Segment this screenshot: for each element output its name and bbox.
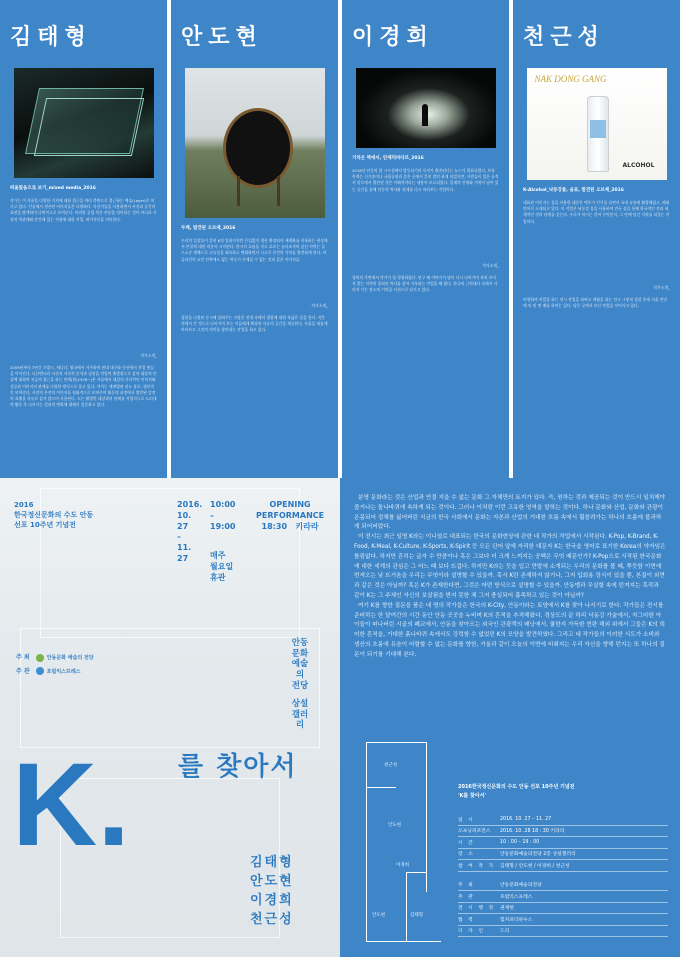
- brand-alcohol-label: ALCOHOL: [622, 162, 655, 169]
- plan-label: 김태형: [410, 913, 424, 918]
- info-panel: [340, 478, 680, 957]
- artist-name: 이경희: [352, 25, 434, 50]
- artwork-photo: [14, 68, 154, 178]
- artwork-description: 2016년 안동의 한 시우설에서 발동되기의 목적가 출전된다는 뉴스가 발표되었다. 보통 학계는 신기술이나 국립공원과 같은 곳에서 흔히 발견 하게 되었지만, 사람들이 일은 유적지 말로에서 발견된 것은 이례적이라는 내용이 보도되었다. 일제의 잔재와 기억이 남아 있는 공간을 통해 안동의 역사와 현재를 다시 바라보는 작업이다.: [352, 167, 499, 192]
- info-row: 디 자 인 드리: [458, 926, 668, 938]
- plan-label: 안도현: [388, 823, 402, 828]
- sponsors: 주 최 안동문화 예술의 전당 주 관 포럼익스프레스: [16, 654, 94, 675]
- artwork-photo: [527, 68, 667, 180]
- artist-columns: [0, 0, 680, 478]
- title-suffix: 를 찾아서: [178, 752, 298, 782]
- info-row: 일 시 2016. 10. 27 – 11. 27: [458, 814, 668, 826]
- artist-bio-label: 작가소개_: [653, 284, 670, 290]
- plan-label: 천근성: [384, 763, 398, 768]
- artist-column-4: [513, 0, 680, 478]
- exhibition-info: [458, 783, 668, 937]
- artwork-description: 우리의 일상들이 흔히 K의 일원이지만 끈임없이 생산 확장되어 세계화를 이룩하는 현상에서 본질에 대한 의문이 시작된다. 한시적 흐름을 지고 흐르는 유리조직의 낯선 지역는 들으소중 계체으로 고유성을 회복하고 변화하면서 시고로 본전의 가치를 발견하게 한다. 마들리인의 요인 안쪽에도 없는 역동기 존재일 수 없는 것과 같은 이미지들.: [181, 237, 328, 262]
- opening-performance: OPENING PERFORMANCE 18:30 키라라: [256, 500, 325, 531]
- exhibition-hours: 10:00 – 19:00: [210, 500, 236, 531]
- info-row: 오프닝퍼포먼스 2016. 10. 28 18 : 30 키라라: [458, 826, 668, 838]
- closed-day: 매주 월요일 휴관: [210, 551, 234, 582]
- info-title: 2016한국정신문화의 수도 안동 선포 10주년 기념전 'K를 찾아서': [458, 784, 575, 799]
- artist-bio: 2009년부터 7년간 프랑스, 캐나다, 영국에서 거주하며 현대 대구와 동산에서 작업 현실을 이어간다. 다큐멘터리 사진의 사각적 분석과 실험을 작업의 출발점으로 삼아 대상의 본질에 대하여 지금의 접근을 하는 단계(현(1976~)은 사물에서 대상의 사각적인 이미지와 성공된 이미지의 관계를 다양한 방식으로 풀고 있다. 작가는 재개발된 관도 통로, 생산적인 보여준다. 사진의 본전의 이미지를 원화적으로 보여주며 활동의 과정에서 발전된 감정의 표출을 자유로 삼지 않으며 사용된다. 도는 활발한 대상과의 관계를 작업적으로 드러내며 활동 후 나아가는 성과의 변화에 대해서 질문하고 있다.: [10, 364, 157, 408]
- artist-column-3: [342, 0, 509, 478]
- artwork-photo: [356, 68, 496, 148]
- artwork-description: 대표된 이미지는 물을 사용한 대중은 맥주가 인기를 끌면서 국내 유통에 활발해졌고, 해외 언어로 소개되고 있다. 이 작업은 낙동강 물을 사용하여 만든 술을 통해 한국적인 것과 세계적인 것의 관계를 묻는다. 우리가 마시는 것이 무엇인지, 그 안에 담긴 가치를 되묻는 작업이다.: [523, 199, 670, 224]
- artist-name: 천근성: [523, 25, 605, 50]
- host-logo-icon: [36, 654, 44, 662]
- artwork-caption: K-Alcohol_낙동강물, 음료, 발견된 오브제_2016: [523, 188, 624, 193]
- info-row: 협 력 힐커피더하우스: [458, 914, 668, 926]
- artist-name: 김태형: [10, 25, 92, 50]
- artwork-caption: 두께, 발견된 오브제_2016: [181, 226, 236, 231]
- plan-label: 안도현: [372, 913, 386, 918]
- artwork-photo: [185, 68, 325, 218]
- artist-column-2: [171, 0, 338, 478]
- artist-bio-label: 작가소개_: [311, 302, 328, 308]
- organizer-logo-icon: [36, 667, 44, 675]
- plan-label: 이경희: [396, 863, 410, 868]
- info-row: 주 최 안동문화예술의전당: [458, 880, 668, 892]
- artist-name: 안도현: [181, 25, 263, 50]
- exhibition-poster: [0, 478, 340, 957]
- artist-bio: 경북의 주변에서 작가가 될 경험하였다. 연구 때 이야기가 많이 다시 나아가며 특히 보이지 않는 지역의 잊혀진 역사를 찾아 기록하는 작업을 해 왔다. 한국의 근현대사 속에서 사라져 가는 장소의 기억을 사진으로 남기고 있다.: [352, 274, 498, 293]
- artwork-caption: 떠올랐음으로 보기_mixed media_2016: [10, 186, 96, 191]
- artist-bio-label: 작가소개_: [482, 262, 499, 268]
- venue: 안동 문화 예술의 전당 상설 갤러리: [291, 638, 309, 731]
- artist-bio: 집합을 나열된 동시에 알려주는 수많은 전개 속에서 결합에 대한 폭넓은 질을 한다. 작은 것에서 큰 것으로 나아가며 보는 이들에게 확장된 사유의 공간을 제공한다. 사물을 새롭게 바라보고 그것의 의미를 찾아내는 작업을 하고 있다.: [181, 314, 328, 333]
- artwork-caption: 기억은 벽에서, 안제덕바다르_2016: [352, 156, 424, 161]
- floor-plan: [366, 742, 441, 942]
- info-row: 시 간 10 : 00 – 19 : 00: [458, 837, 668, 849]
- brand-logo: NAK DONG GANG: [534, 74, 607, 84]
- artist-bio: 이형하며 작업을 하는 전시 작업을 하여고 개월을 하는 전시 그렇게 칠할 후에 서울 빈만에 의 된 변 배를 하여는 있다. 남은 곳에서 보신 작업을 이어가고 있다.: [523, 296, 668, 309]
- exhibition-org: 2016 한국정신문화의 수도 안동 선포 10주년 기념전: [14, 501, 94, 530]
- info-row: 참 여 작 가 김태형 / 안도현 / 이경희 / 천근성: [458, 860, 668, 872]
- big-k-title: K.: [12, 739, 130, 871]
- info-row: 주 관 포럼익스프레스: [458, 891, 668, 903]
- info-row: 전 시 행 정 권재현: [458, 903, 668, 915]
- artwork-description: 작가는 이 작품을 다양한 기지에 대한 접근을 여러 측면으로 접근하는 예술(Layer)로 여기고 있다. 인물에서 생산된 이미지들은 다양하다. 사진가들을 사용하면서 사진과 공간의 표현을 탐색하며 다변적으로 보여준다. 이러한 공업 북은 부분을 의미하는 것이 아니라 사진의 역관계와 층간에 있는 지점에 대한 작업, 허가지신을 의미한다.: [10, 197, 157, 222]
- info-row: 장 소 안동문화예술의전당 2층 상설갤러리: [458, 849, 668, 861]
- artist-bio-label: 작가소개_: [140, 352, 157, 358]
- exhibition-dates: 2016. 10. 27 – 11. 27: [177, 500, 203, 563]
- curatorial-essay: 분명 문화라는 것은 산업과 연결 지을 수 없는 문화 그 자체만의 토지가 있다. 즉, 원하는 것과 제공되는 것이 반드시 일치해야 즐거나는 돌나바퀴에 속하게 되는 것이다. 그러나 이처럼 이런 고유한 영역을 말하는 것이다. 하나 문화와 산업, 문화와 관광이 온몸되어 정체를 잃어버린 지금의 한국 사회에서 문화는 자본과 산업의 거대한 흐름 속에서 휩쓸려가는 하나의 흐름에 불과하게 되어버렸다. 이 전시는 최근 일명 K라는 이니셜로 대표되는 한국의 문화현상에 관한 네 작가의 작업에서 시작된다. K-Pop, K-Brand, K-Food, K-Meal, K-Culture, K-Sports, K-Spirit 등 모든 단어 앞에 자리한 대문자 K는 한국을 영어로 표기한 Korea의 약자임은 틀림없다. 하지만 흔히는 글자 수 만큼이나 혹은 그보다 더 크게 느껴지는 공백은 무엇 때문인가? K-Pop으로 시작된 한국문화에 대한 세계의 관심은 그 어느 때 보다 뜨겁다. 하지만 K라는 듯을 입고 만발에 소개되는 우리의 문화를 볼 때, 뿌듯함 이면에 번져오는 낯 뜨거움을 우리는 무엇이라 설명할 수 있을까. 혹시 K란 존재하지 않거나, 그저 입회용 장식이 있을 뿐, 본질이 외면과 같은 것은 아닐까? 혹은 K가 존재한다면, 그것은 어떤 방식으로 설명할 수 있을까. 안동맹과 무실할 속에 던져지는 흑작과 같이 K는 그 주체인 자신의 보살핌을 받지 못한 채 그저 충실되어 흡족하고 있는 것이 아닐까? 여기 K를 향한 질문을 품은 네 명의 작가들은 한국의 K-City, 안동이라는 토양에서 K를 찾아 나서기로 한다. 작가들은 전시를 준비하는 한 달여간의 시간 동안 안동 곳곳을 누비며 K의 흔적을 추적해왔다. 경상도의 끝 하리 낙동강 가술에서, 자그마한 아이들이 떠나버린 시골의 폐교에서, 안동을 찾아오는 외국인 관광객의 배낭에서, 쿨한지 가득한 현판 해외 위에서 그들은 K의 희미한 흔적을, 거대한 흙나바퀴 속에서도 강력함 수 없었던 K의 모양을 발견하였다. 그리고 네 작가들의 이러한 시도가 소비와 생산의 흐름에 유숨이 어렴할 수 없는 문화를 향한, 거울과 같이 오늘의 이면에 비춰지는 우리 자신을 향해 던지는 또 하나의 질문이 되기를 기대해 본다.: [354, 495, 666, 658]
- gallery-photo-frame: [20, 628, 320, 748]
- artist-column-1: [0, 0, 167, 478]
- artist-list: 김태형 안도현 이경희 천근성: [250, 855, 294, 927]
